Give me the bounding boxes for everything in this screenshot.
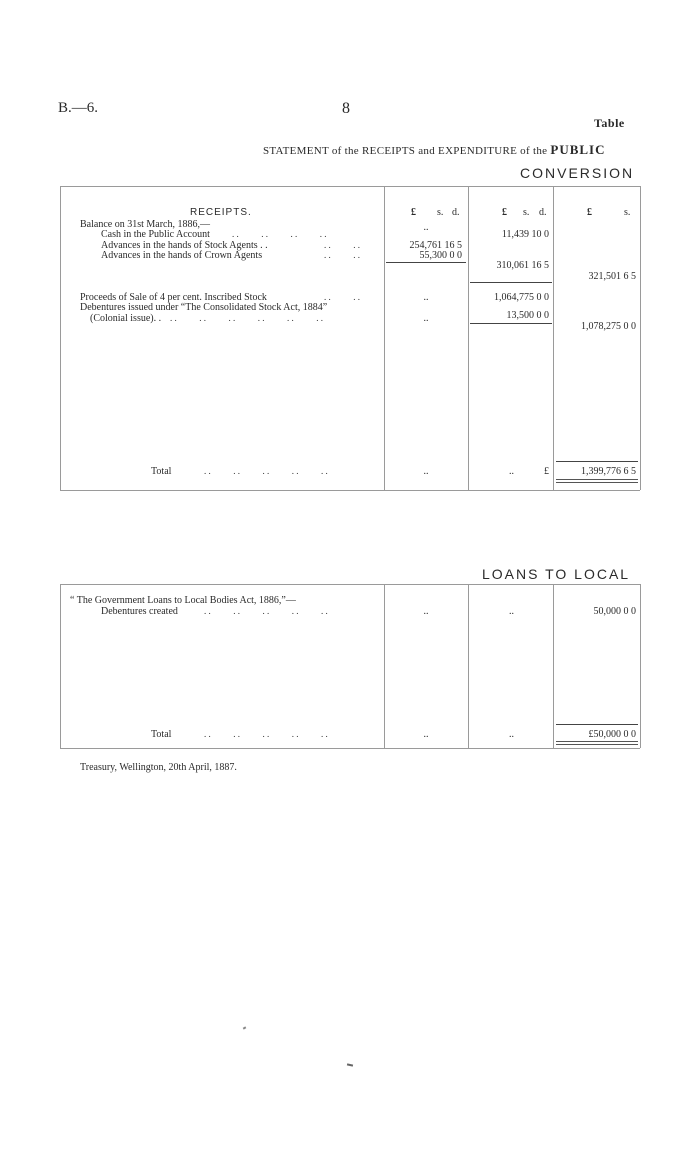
debentures-col1: .. (423, 313, 429, 324)
scan-speck (347, 1063, 353, 1066)
loans-debentures-col3: 50,000 0 0 (593, 606, 636, 617)
loans-total-col3: £50,000 0 0 (588, 729, 636, 740)
total-double-rule (556, 479, 638, 483)
proceeds-col2: 1,064,775 0 0 (494, 292, 549, 303)
leader-dots: . . . . . . . . (232, 229, 327, 239)
proceeds-col1: .. (423, 292, 429, 303)
loans-total-double-rule (556, 741, 638, 745)
total-col3: 1,399,776 6 5 (581, 466, 636, 477)
page-ref: B.—6. (58, 100, 99, 116)
total-label: Total (151, 466, 172, 477)
cash-col1: .. (423, 222, 429, 233)
col3-s-header: s. (624, 207, 631, 218)
section-title-conversion: CONVERSION (520, 165, 635, 181)
total-rule (556, 461, 638, 462)
col2-pound-header: £ (502, 207, 507, 218)
stock-agents-col1: 254,761 16 5 (409, 240, 462, 251)
loans-total-col1: .. (423, 729, 429, 740)
col2-d-header: d. (539, 207, 547, 218)
loans-total-col2: .. (509, 729, 514, 740)
table-word: Table (594, 116, 625, 130)
col3-pound-header: £ (587, 207, 592, 218)
loans-total-rule (556, 724, 638, 725)
loans-total-label: Total (151, 729, 172, 740)
section-title-loans: LOANS TO LOCAL (482, 566, 631, 582)
total-pound-mark: £ (544, 466, 549, 477)
statement-title-bold: PUBLIC (550, 142, 606, 157)
leader-dots: . . . . (324, 292, 360, 302)
page-number: 8 (342, 100, 350, 117)
leader-dots: . . . . . . . . . . (204, 729, 328, 739)
row-label-debentures: Debentures issued under “The Consolidated Stock Act, 1884” (80, 302, 328, 313)
loans-debentures-col1: .. (423, 606, 429, 617)
leader-dots: . . . . . . . . . . (204, 606, 328, 616)
leader-dots: . . . . (324, 240, 360, 250)
total-col2: .. (509, 466, 514, 477)
col1-d-header: d. (452, 207, 460, 218)
col2-s-header: s. (523, 207, 530, 218)
scan-speck (243, 1026, 247, 1029)
subtotal-rule (470, 282, 552, 283)
row-label-proceeds: Proceeds of Sale of 4 per cent. Inscribed Stock (80, 292, 267, 303)
colonial-col3: 1,078,275 0 0 (581, 321, 636, 332)
row-label-stock-agents: Advances in the hands of Stock Agents . . (101, 240, 268, 251)
subtotal-rule (386, 262, 466, 263)
debentures-col2: 13,500 0 0 (506, 310, 549, 321)
subtotal-col3: 321,501 6 5 (588, 271, 636, 282)
row-label-cash: Cash in the Public Account (101, 229, 210, 240)
statement-title-text: STATEMENT of the RECEIPTS and EXPENDITURE of the (263, 145, 548, 157)
col1-s-header: s. (437, 207, 444, 218)
total-col1: .. (423, 466, 429, 477)
col1-pound-header: £ (411, 207, 416, 218)
footer-note: Treasury, Wellington, 20th April, 1887. (80, 762, 237, 773)
row-label-balance: Balance on 31st March, 1886,— (80, 219, 210, 230)
loans-act-label: “ The Government Loans to Local Bodies Act, 1886,”— (70, 595, 296, 606)
loans-debentures-col2: .. (509, 606, 514, 617)
row-label-crown-agents: Advances in the hands of Crown Agents (101, 250, 263, 261)
cash-col2: 11,439 10 0 (501, 229, 549, 240)
loans-debentures-label: Debentures created (101, 606, 178, 617)
receipts-heading: RECEIPTS. (190, 207, 252, 218)
leader-dots: . . . . . . . . . . (204, 466, 328, 476)
subtotal-rule (470, 323, 552, 324)
row-label-colonial-issue: (Colonial issue). . (90, 313, 162, 324)
statement-title (263, 142, 606, 158)
leader-dots: . . . . . . . . . . . . (170, 313, 323, 323)
leader-dots: . . . . (324, 250, 360, 260)
crown-agents-col1: 55,300 0 0 (419, 250, 462, 261)
subtotal-col2: 310,061 16 5 (496, 260, 549, 271)
